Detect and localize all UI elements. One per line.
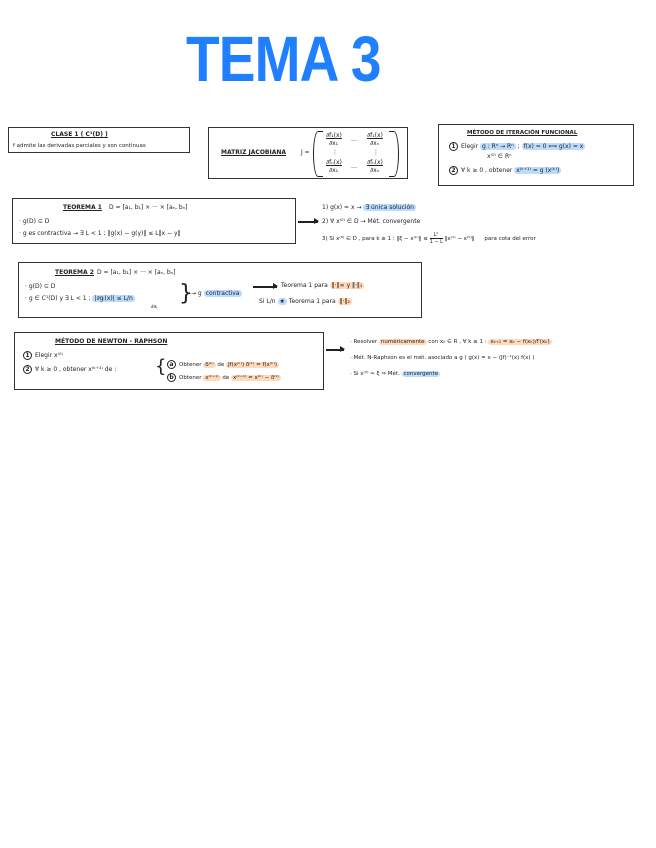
teorema1-domain: D = [a₁, b₁] × ··· × [aₙ, bₙ]: [109, 204, 188, 211]
m22: ∂fₙ(x): [367, 159, 383, 166]
arrow-t2-top: [253, 286, 277, 288]
sub1-system: Jf(x⁽ᵏ⁾) δ⁽ᵏ⁾ = f(x⁽ᵏ⁾): [228, 362, 277, 368]
teorema2-cond2: [25, 295, 135, 303]
result1-line3: [322, 232, 536, 245]
newton-result1: [350, 338, 552, 346]
teorema1-cond1: · g(D) ⊆ D: [19, 218, 50, 225]
arrow-teorema1: [298, 221, 318, 223]
sub2-update: x⁽ᵏ⁺¹⁾ = x⁽ᵏ⁾ − δ⁽ᵏ⁾: [233, 375, 280, 381]
right-paren: [389, 131, 399, 177]
r1-highlight: ∃ única solución: [365, 204, 414, 211]
out2-highlight: ‖·‖₂: [339, 298, 350, 305]
m22d: ∂xₙ: [370, 167, 380, 174]
m21: ∂fₙ(x): [326, 159, 342, 166]
teorema2-brace: }: [179, 281, 193, 306]
m-vdots-r: ⋮: [373, 149, 379, 156]
nr-l3-highlight: convergente: [403, 371, 439, 377]
teorema2-heading: TEOREMA 2: [55, 269, 94, 276]
m-dots-bot: …: [351, 163, 357, 170]
iteracion-step2: [449, 166, 561, 175]
out2-frac: L/n: [266, 298, 276, 305]
m12: ∂f₁(x): [367, 132, 383, 139]
step2-formula: x⁽ᵏ⁺¹⁾ = g (x⁽ᵏ⁾): [516, 167, 560, 174]
iteracion-heading: MÉTODO DE ITERACIÓN FUNCIONAL: [467, 130, 578, 136]
newton-sub2: [167, 373, 281, 382]
teorema1-box: [12, 198, 296, 244]
jacobiana-j: J =: [301, 149, 310, 156]
nr-l1-prefix: · Resolver: [350, 339, 378, 345]
r3-frac-den: 1 − L: [429, 239, 443, 245]
newton-number-1: 1: [23, 351, 32, 360]
sub1-prefix: Obtener: [179, 362, 202, 368]
sub2-prefix: Obtener: [179, 375, 202, 381]
sub2-x: x⁽ᵏ⁺¹⁾: [205, 375, 219, 381]
result-prefix: → g: [191, 290, 202, 297]
sub2-mid: de: [222, 375, 230, 381]
step-number-2: 2: [449, 166, 458, 175]
newton-box: [14, 332, 324, 390]
out2-mid: Teorema 1 para: [288, 298, 336, 305]
si-label: Si: [259, 298, 265, 305]
m12d: ∂xₙ: [370, 140, 380, 147]
r1-prefix: 1) g(x) = x →: [322, 204, 362, 211]
out1-highlight: ‖·‖∞ y ‖·‖₁: [331, 282, 363, 289]
teorema2-box: [18, 262, 422, 318]
r3-note: para cota del error: [484, 236, 536, 242]
star-icon: ★: [279, 298, 285, 305]
newton-result3: [350, 370, 440, 378]
newton-step2: [23, 365, 116, 374]
r3-prefix: 3) Si x⁽⁰⁾ ∈ D , para k ≥ 1 : ‖ξ − x⁽ᵏ⁾‖ ≤: [322, 236, 428, 242]
out1-prefix: Teorema 1 para: [281, 282, 328, 289]
newton-brace: {: [155, 356, 167, 377]
newton-step2-text: ∀ k ≥ 0 , obtener x⁽ᵏ⁺¹⁾ de :: [35, 366, 117, 373]
teorema2-out2: [259, 298, 352, 306]
teorema2-domain: D = [a₁, b₁] × ··· × [aₙ, bₙ]: [97, 269, 176, 276]
arrow-newton: [326, 349, 344, 351]
teorema2-cond1: · g(D) ⊆ D: [25, 283, 56, 290]
jacobiana-box: [208, 127, 408, 179]
clase-box: [8, 127, 190, 153]
m21d: ∂x₁: [329, 167, 339, 174]
nr-l1-highlight: numéricamente: [380, 339, 425, 345]
m11: ∂f₁(x): [326, 132, 342, 139]
step1-g: g : Rⁿ → Rⁿ: [482, 143, 514, 150]
iteracion-step1: [449, 142, 585, 151]
step2-prefix: ∀ k ≥ 0 , obtener: [461, 167, 513, 174]
sub1-mid: de: [217, 362, 225, 368]
nr-l1-mid: con x₀ ∈ R , ∀ k ≥ 1 :: [428, 339, 487, 345]
sub1-delta: δ⁽ᵏ⁾: [205, 362, 214, 368]
cond2-den: ∂xⱼ: [151, 304, 158, 310]
page-title: TEMA 3: [186, 23, 381, 95]
newton-number-2: 2: [23, 365, 32, 374]
step1-prefix: Elegir: [461, 143, 479, 150]
teorema1-cond2: · g es contractiva → ∃ L < 1 ; ‖g(x) − g(y)‖ ≤ L‖x − y‖: [19, 230, 181, 237]
newton-heading: MÉTODO DE NEWTON - RAPHSON: [55, 338, 168, 345]
iteracion-step1-line2: x⁽⁰⁾ ∈ Rⁿ: [487, 153, 512, 160]
newton-sub-b: b: [167, 373, 176, 382]
cond2-highlight: |∂gᵢ(x)| ≤ L/n: [94, 295, 133, 302]
newton-sub1: [167, 360, 279, 369]
m-vdots-l: ⋮: [332, 149, 338, 156]
newton-sub-a: a: [167, 360, 176, 369]
newton-step1: [23, 351, 63, 360]
left-paren: [313, 131, 323, 177]
step1-sep: ;: [517, 143, 520, 150]
m11d: ∂x₁: [329, 140, 339, 147]
jacobiana-label: MATRIZ JACOBIANA: [221, 149, 287, 156]
clase-text: f admite las derivadas parciales y son continuas: [13, 143, 146, 149]
r3-suffix: ‖x⁽¹⁾ − x⁽⁰⁾‖: [444, 236, 475, 242]
result1-line2: 2) ∀ x⁽⁰⁾ ∈ D → Mét. convergente: [322, 218, 421, 225]
nr-l1-formula: xₖ₊₁ = xₖ − f(xₖ)/f′(xₖ): [490, 339, 550, 345]
m-dots-top: …: [351, 136, 357, 143]
iteracion-box: [438, 124, 634, 186]
nr-l3-prefix: · Si x⁽⁰⁾ ≈ ξ ⇒ Mét.: [350, 371, 400, 377]
cond2-prefix: · g ∈ C¹(D) y ∃ L < 1 ;: [25, 295, 91, 302]
teorema2-result: [191, 290, 242, 298]
teorema1-heading: TEOREMA 1: [63, 204, 102, 211]
clase-heading: CLASE 1 ( C¹(D) ): [51, 131, 108, 138]
teorema2-out1: [281, 282, 364, 290]
step-number-1: 1: [449, 142, 458, 151]
newton-step1-text: Elegir x⁽⁰⁾: [35, 352, 63, 359]
result-highlight: contractiva: [205, 290, 240, 297]
newton-result2: · Mét. N-Raphson es el mét. asociado a g ( g(x) = x − (Jf)⁻¹(x) f(x) ): [350, 355, 535, 361]
r3-frac-num: Lᵏ: [430, 232, 443, 239]
result1-line1: [322, 204, 416, 212]
step1-equiv: f(x) = 0 ⟺ g(x) = x: [523, 143, 584, 150]
